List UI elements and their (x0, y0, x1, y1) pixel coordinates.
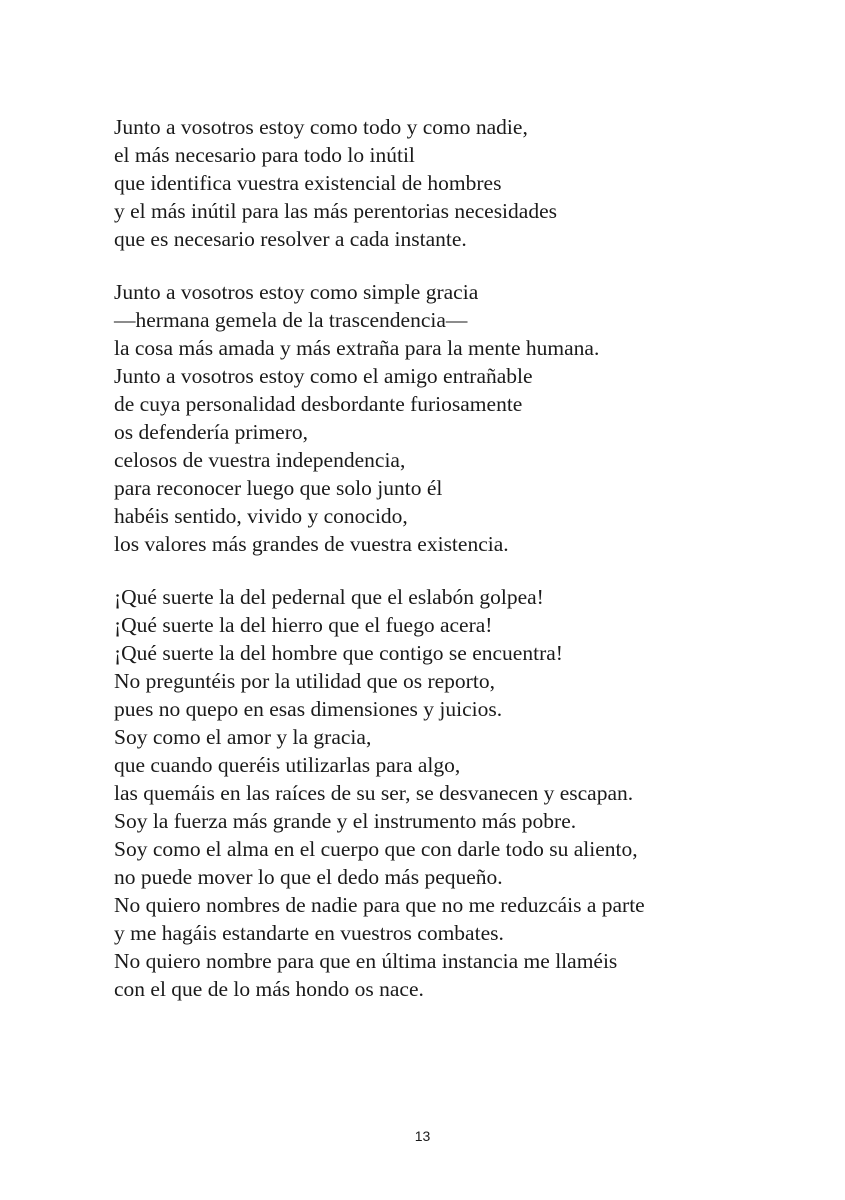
poem-body (114, 113, 814, 1028)
poem-line: No quiero nombre para que en última instancia me llaméis (114, 949, 618, 973)
stanza (114, 278, 814, 558)
poem-line: Soy como el alma en el cuerpo que con darle todo su aliento, (114, 837, 638, 861)
poem-line: de cuya personalidad desbordante furiosamente (114, 392, 523, 416)
poem-line: Junto a vosotros estoy como el amigo entrañable (114, 364, 533, 388)
poem-line: que es necesario resolver a cada instante. (114, 227, 467, 251)
poem-line: habéis sentido, vivido y conocido, (114, 504, 408, 528)
poem-line: Junto a vosotros estoy como todo y como nadie, (114, 115, 528, 139)
poem-line: Soy como el amor y la gracia, (114, 725, 372, 749)
poem-line: ¡Qué suerte la del hierro que el fuego acera! (114, 613, 493, 637)
page-number: 13 (414, 1128, 431, 1144)
poem-line: No preguntéis por la utilidad que os reporto, (114, 669, 495, 693)
poem-line: y me hagáis estandarte en vuestros combates. (114, 921, 504, 945)
poem-line: y el más inútil para las más perentorias necesidades (114, 199, 557, 223)
poem-line: los valores más grandes de vuestra existencia. (114, 532, 509, 556)
poem-line: ¡Qué suerte la del hombre que contigo se encuentra! (114, 641, 563, 665)
poem-line: —hermana gemela de la trascendencia— (114, 308, 468, 332)
poem-line: que identifica vuestra existencial de hombres (114, 171, 502, 195)
stanza (114, 113, 814, 253)
poem-line: para reconocer luego que solo junto él (114, 476, 443, 500)
poem-line: las quemáis en las raíces de su ser, se desvanecen y escapan. (114, 781, 634, 805)
poem-line: No quiero nombres de nadie para que no me reduzcáis a parte (114, 893, 645, 917)
poem-line: pues no quepo en esas dimensiones y juicios. (114, 697, 503, 721)
stanza (114, 583, 814, 1003)
poem-line: la cosa más amada y más extraña para la mente humana. (114, 336, 600, 360)
poem-line: Junto a vosotros estoy como simple gracia (114, 280, 479, 304)
poem-line: que cuando queréis utilizarlas para algo, (114, 753, 461, 777)
poem-line: ¡Qué suerte la del pedernal que el eslabón golpea! (114, 585, 544, 609)
poem-line: os defendería primero, (114, 420, 309, 444)
poem-line: Soy la fuerza más grande y el instrumento más pobre. (114, 809, 577, 833)
poem-line: celosos de vuestra independencia, (114, 448, 406, 472)
poem-line: no puede mover lo que el dedo más pequeño. (114, 865, 503, 889)
poem-line: con el que de lo más hondo os nace. (114, 977, 424, 1001)
poem-line: el más necesario para todo lo inútil (114, 143, 415, 167)
